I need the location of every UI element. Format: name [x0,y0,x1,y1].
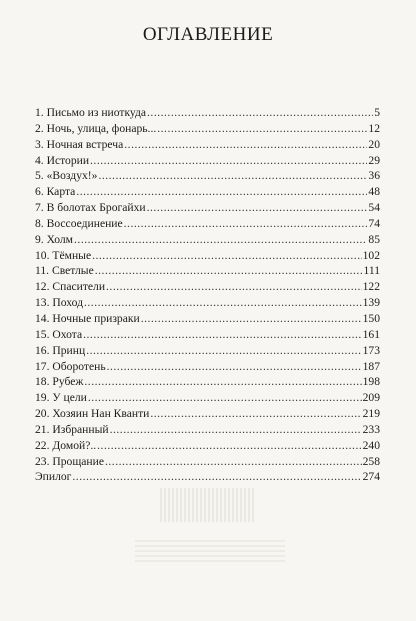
toc-dot-leader [86,343,361,359]
toc-entry-title: 1. Письмо из ниоткуда [35,106,147,119]
toc-dot-leader [97,438,361,454]
toc-entry[interactable] [35,279,380,295]
toc-entry[interactable] [35,232,380,248]
toc-entry-page-number: 20 [368,137,380,151]
toc-entry-page-number: 29 [368,153,380,167]
bleed-through-barcode [160,488,255,522]
toc-dot-leader [141,311,362,327]
toc-entry-title: 16. Принц [35,343,86,357]
toc-entry-page-number: 233 [362,422,380,436]
toc-entry[interactable] [35,406,380,422]
toc-dot-leader [92,248,362,264]
toc-dot-leader [84,374,361,390]
toc-entry-title: 20. Хозяин Нан Кванти [35,407,150,421]
toc-entry[interactable] [35,200,380,216]
toc-entry-title: 15. Охота [35,327,83,341]
toc-dot-leader [157,121,367,137]
toc-entry[interactable] [35,438,380,454]
bleed-through-imprint [135,540,285,562]
toc-entry-page-number: 209 [362,391,380,405]
toc-dot-leader [83,327,361,343]
toc-dot-leader [95,263,363,279]
toc-entry-page-number: 187 [362,359,380,373]
toc-dot-leader [72,469,361,485]
toc-entry-title: 21. Избранный [35,422,109,436]
table-of-contents [35,105,380,485]
toc-entry[interactable] [35,454,380,470]
toc-entry-page-number: 150 [362,311,380,325]
toc-entry-page-number: 102 [362,248,380,262]
toc-entry-title: 3. Ночная встреча [35,137,124,151]
toc-dot-leader [74,232,367,248]
toc-dot-leader [124,216,368,232]
toc-entry[interactable] [35,422,380,438]
toc-entry-page-number: 36 [368,169,380,183]
toc-entry[interactable] [35,168,380,184]
toc-dot-leader [150,406,361,422]
toc-dot-leader [124,137,367,153]
toc-entry-page-number: 5 [374,106,380,119]
toc-entry[interactable] [35,184,380,200]
toc-entry-title: 4. Истории [35,153,90,167]
toc-entry[interactable] [35,390,380,406]
toc-entry-title: 23. Прощание [35,454,104,468]
toc-entry-page-number: 122 [362,280,380,294]
toc-entry[interactable] [35,216,380,232]
toc-entry-page-number: 85 [368,232,380,246]
toc-entry[interactable] [35,263,380,279]
toc-entry-title: 5. «Воздух!» [35,169,98,183]
toc-entry-page-number: 219 [362,407,380,421]
toc-entry-title: 12. Спасители [35,280,106,294]
toc-entry-page-number: 198 [362,375,380,389]
toc-entry[interactable] [35,374,380,390]
toc-entry-title: 17. Оборотень [35,359,106,373]
toc-entry-title: 6. Карта [35,185,76,199]
toc-dot-leader [110,422,362,438]
toc-entry-title: 19. У цели [35,391,87,405]
toc-entry-page-number: 139 [362,296,380,310]
toc-entry-page-number: 240 [362,438,380,452]
toc-dot-leader [147,105,373,121]
toc-entry[interactable] [35,327,380,343]
toc-entry-title: 8. Воссоединение [35,216,123,230]
toc-entry[interactable] [35,105,380,121]
toc-entry-page-number: 173 [362,343,380,357]
toc-entry[interactable] [35,121,380,137]
toc-entry[interactable] [35,359,380,375]
toc-entry[interactable] [35,343,380,359]
toc-dot-leader [90,153,367,169]
page-title: ОГЛАВЛЕНИЕ [142,24,274,45]
toc-entry-page-number: 274 [362,470,380,484]
toc-entry-page-number: 54 [368,201,380,215]
toc-entry-title: 18. Рубеж [35,375,84,389]
toc-entry[interactable] [35,311,380,327]
toc-dot-leader [98,168,367,184]
toc-entry-title: 14. Ночные призраки [35,311,140,325]
toc-dot-leader [88,390,362,406]
toc-entry-page-number: 12 [368,121,380,135]
toc-entry-title: 11. Светлые [35,264,94,278]
toc-entry[interactable] [35,248,380,264]
toc-entry-page-number: 161 [362,327,380,341]
toc-entry-title: 10. Тёмные [35,248,92,262]
toc-entry-page-number: 48 [368,185,380,199]
toc-entry-title: 22. Домой?.. [35,438,97,452]
toc-dot-leader [147,200,368,216]
toc-entry-title: 9. Холм [35,232,74,246]
toc-entry-title: Эпилог [35,470,72,484]
toc-entry-title: 2. Ночь, улица, фонарь... [35,121,157,135]
toc-entry-page-number: 111 [363,264,380,278]
toc-entry-page-number: 74 [368,216,380,230]
toc-dot-leader [105,454,362,470]
toc-entry-title: 13. Поход [35,296,83,310]
toc-entry[interactable] [35,137,380,153]
toc-dot-leader [107,359,362,375]
toc-entry[interactable] [35,469,380,485]
toc-entry[interactable] [35,295,380,311]
toc-entry[interactable] [35,153,380,169]
toc-dot-leader [84,295,362,311]
toc-entry-page-number: 258 [362,454,380,468]
toc-entry-title: 7. В болотах Брогайхи [35,201,146,215]
toc-dot-leader [106,279,362,295]
toc-dot-leader [76,184,367,200]
